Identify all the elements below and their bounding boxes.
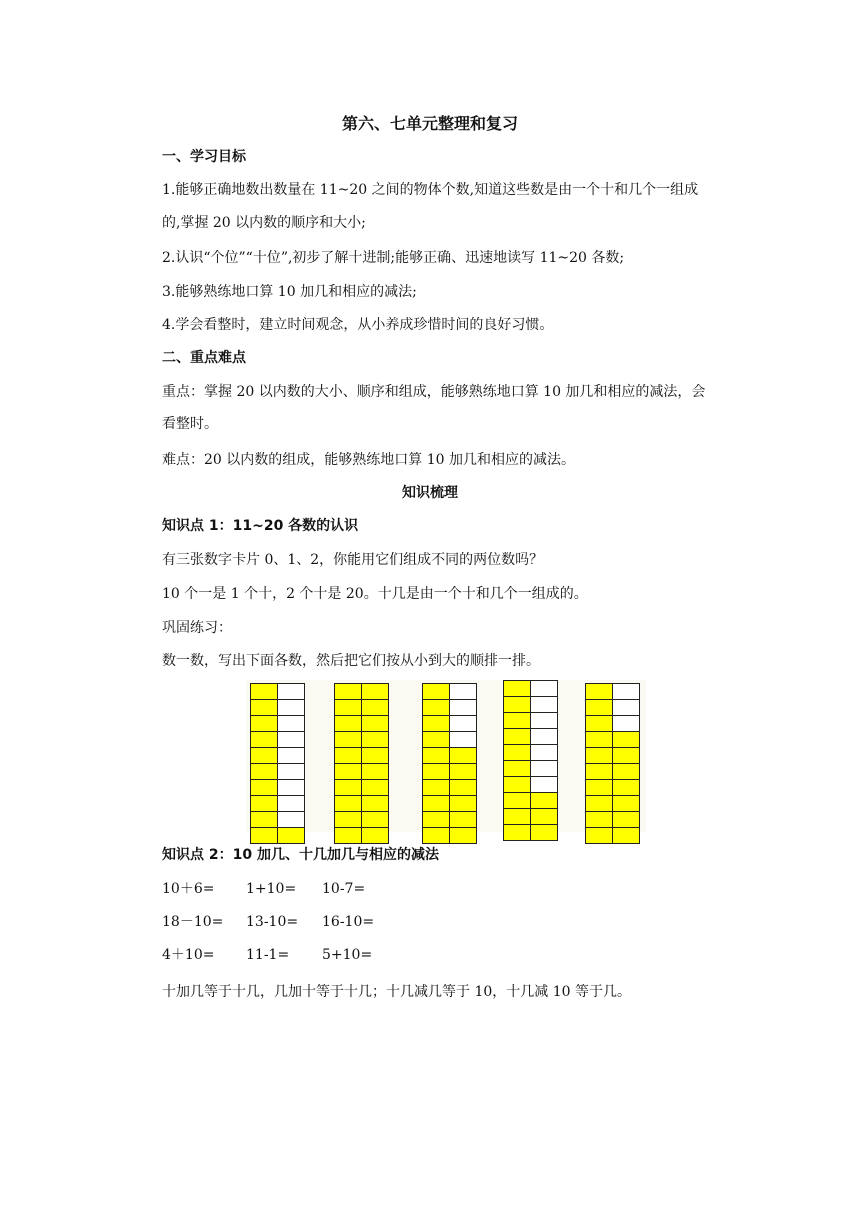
block-cell (504, 713, 530, 728)
ten-frame-block (334, 683, 389, 844)
block-cell (335, 780, 361, 795)
block-cell (504, 793, 530, 808)
block-cell (423, 812, 449, 827)
block-cell (504, 777, 530, 792)
block-cell (504, 729, 530, 744)
block-cell (450, 684, 476, 699)
practice-question: 数一数，写出下面各数，然后把它们按从小到大的顺排一排。 (162, 653, 540, 669)
math-row (162, 945, 740, 965)
block-cell (613, 812, 639, 827)
block-cell (423, 780, 449, 795)
math-item: 16-10= (322, 914, 375, 930)
block-cell (531, 761, 557, 776)
block-cell (450, 812, 476, 827)
block-cell (423, 700, 449, 715)
block-cell (450, 796, 476, 811)
block-cell (504, 745, 530, 760)
section-heading-goals: 一、学习目标 (162, 149, 246, 165)
block-cell (531, 777, 557, 792)
block-cell (613, 780, 639, 795)
block-cell (504, 681, 530, 696)
block-cell (278, 684, 304, 699)
block-cell (586, 700, 612, 715)
block-cell (450, 764, 476, 779)
block-cell (251, 684, 277, 699)
block-cell (586, 684, 612, 699)
math-item: 13-10= (246, 914, 299, 930)
block-cell (504, 809, 530, 824)
block-cell (423, 764, 449, 779)
block-cell (251, 764, 277, 779)
block-cell (586, 716, 612, 731)
block-cell (504, 825, 530, 840)
block-cell (586, 796, 612, 811)
block-cell (335, 764, 361, 779)
section-heading-key-points: 二、重点难点 (162, 350, 246, 366)
block-cell (335, 748, 361, 763)
block-cell (278, 700, 304, 715)
block-cell (251, 828, 277, 843)
math-item: 1+10= (246, 881, 297, 897)
block-cell (362, 748, 388, 763)
block-cell (586, 828, 612, 843)
block-cell (362, 716, 388, 731)
block-cell (531, 729, 557, 744)
block-cell (531, 681, 557, 696)
block-cell (362, 700, 388, 715)
block-cell (423, 684, 449, 699)
block-cell (423, 748, 449, 763)
block-cell (531, 825, 557, 840)
block-cell (278, 716, 304, 731)
block-cell (586, 780, 612, 795)
goal-1-line-2: 的,掌握 20 以内数的顺序和大小; (162, 215, 366, 231)
block-cell (423, 716, 449, 731)
summary: 十加几等于十几，几加十等于十几；十几减几等于 10，十几减 10 等于几。 (162, 984, 631, 1000)
math-item: 5+10= (322, 947, 373, 963)
goal-3: 3.能够熟练地口算 10 加几和相应的减法; (162, 284, 417, 300)
block-cell (531, 713, 557, 728)
goal-1-line-1: 1.能够正确地数出数量在 11~20 之间的物体个数,知道这些数是由一个十和几个一组成 (162, 182, 699, 198)
block-cell (613, 700, 639, 715)
key-point-line-1: 重点：掌握 20 以内数的大小、顺序和组成，能够熟练地口算 10 加几和相应的减法，会 (162, 384, 706, 400)
block-cell (251, 748, 277, 763)
knowledge-point-1-heading: 知识点 1：11~20 各数的认识 (162, 518, 359, 534)
block-cell (278, 732, 304, 747)
block-cell (450, 828, 476, 843)
block-cell (335, 828, 361, 843)
block-cell (278, 764, 304, 779)
block-cell (586, 764, 612, 779)
block-cell (613, 764, 639, 779)
block-cell (362, 764, 388, 779)
block-cell (531, 809, 557, 824)
block-cell (504, 697, 530, 712)
block-cell (423, 796, 449, 811)
goal-4: 4.学会看整时，建立时间观念，从小养成珍惜时间的良好习惯。 (162, 317, 554, 333)
block-cell (335, 700, 361, 715)
block-cell (335, 684, 361, 699)
block-cell (251, 780, 277, 795)
doc-title: 第六、七单元整理和复习 (341, 114, 518, 133)
block-cell (613, 796, 639, 811)
math-item: 11-1= (246, 947, 290, 963)
block-cell (531, 793, 557, 808)
block-cell (278, 796, 304, 811)
block-cell (335, 812, 361, 827)
block-cell (278, 748, 304, 763)
block-cell (450, 732, 476, 747)
block-cell (362, 828, 388, 843)
math-item: 4＋10= (162, 947, 215, 963)
block-cell (531, 697, 557, 712)
counting-blocks-figure (246, 680, 646, 832)
block-cell (613, 716, 639, 731)
block-cell (613, 828, 639, 843)
block-cell (450, 780, 476, 795)
block-cell (504, 761, 530, 776)
knowledge-point-1-text: 10 个一是 1 个十，2 个十是 20。十几是由一个十和几个一组成的。 (162, 586, 588, 602)
knowledge-heading: 知识梳理 (402, 485, 458, 501)
block-cell (613, 732, 639, 747)
ten-frame-block (585, 683, 640, 844)
block-cell (362, 732, 388, 747)
block-cell (251, 796, 277, 811)
block-cell (362, 780, 388, 795)
block-cell (251, 732, 277, 747)
block-cell (251, 716, 277, 731)
block-cell (278, 780, 304, 795)
block-cell (450, 748, 476, 763)
key-point-line-2: 看整时。 (162, 416, 218, 432)
block-cell (423, 828, 449, 843)
math-item: 10＋6= (162, 881, 215, 897)
block-cell (613, 748, 639, 763)
math-row (162, 879, 740, 899)
block-cell (362, 812, 388, 827)
block-cell (335, 732, 361, 747)
difficulty: 难点：20 以内数的组成，能够熟练地口算 10 加几和相应的减法。 (162, 452, 575, 468)
block-cell (586, 732, 612, 747)
block-cell (251, 700, 277, 715)
block-cell (423, 732, 449, 747)
block-cell (362, 684, 388, 699)
block-cell (450, 700, 476, 715)
block-cell (335, 796, 361, 811)
ten-frame-block (250, 683, 305, 844)
block-cell (251, 812, 277, 827)
block-cell (362, 796, 388, 811)
block-cell (586, 812, 612, 827)
math-item: 18－10= (162, 914, 224, 930)
ten-frame-block (422, 683, 477, 844)
practice-label: 巩固练习： (162, 620, 232, 636)
block-cell (531, 745, 557, 760)
math-row (162, 912, 740, 932)
block-cell (613, 684, 639, 699)
block-cell (278, 828, 304, 843)
ten-frame-block (503, 680, 558, 841)
block-cell (450, 716, 476, 731)
knowledge-point-2-heading: 知识点 2：10 加几、十几加几与相应的减法 (162, 847, 439, 863)
block-cell (278, 812, 304, 827)
goal-2: 2.认识“个位”“十位”,初步了解十进制;能够正确、迅速地读写 11~20 各数; (162, 250, 625, 266)
math-item: 10-7= (322, 881, 366, 897)
knowledge-point-1-question: 有三张数字卡片 0、1、2，你能用它们组成不同的两位数吗？ (162, 552, 544, 568)
block-cell (586, 748, 612, 763)
block-cell (335, 716, 361, 731)
